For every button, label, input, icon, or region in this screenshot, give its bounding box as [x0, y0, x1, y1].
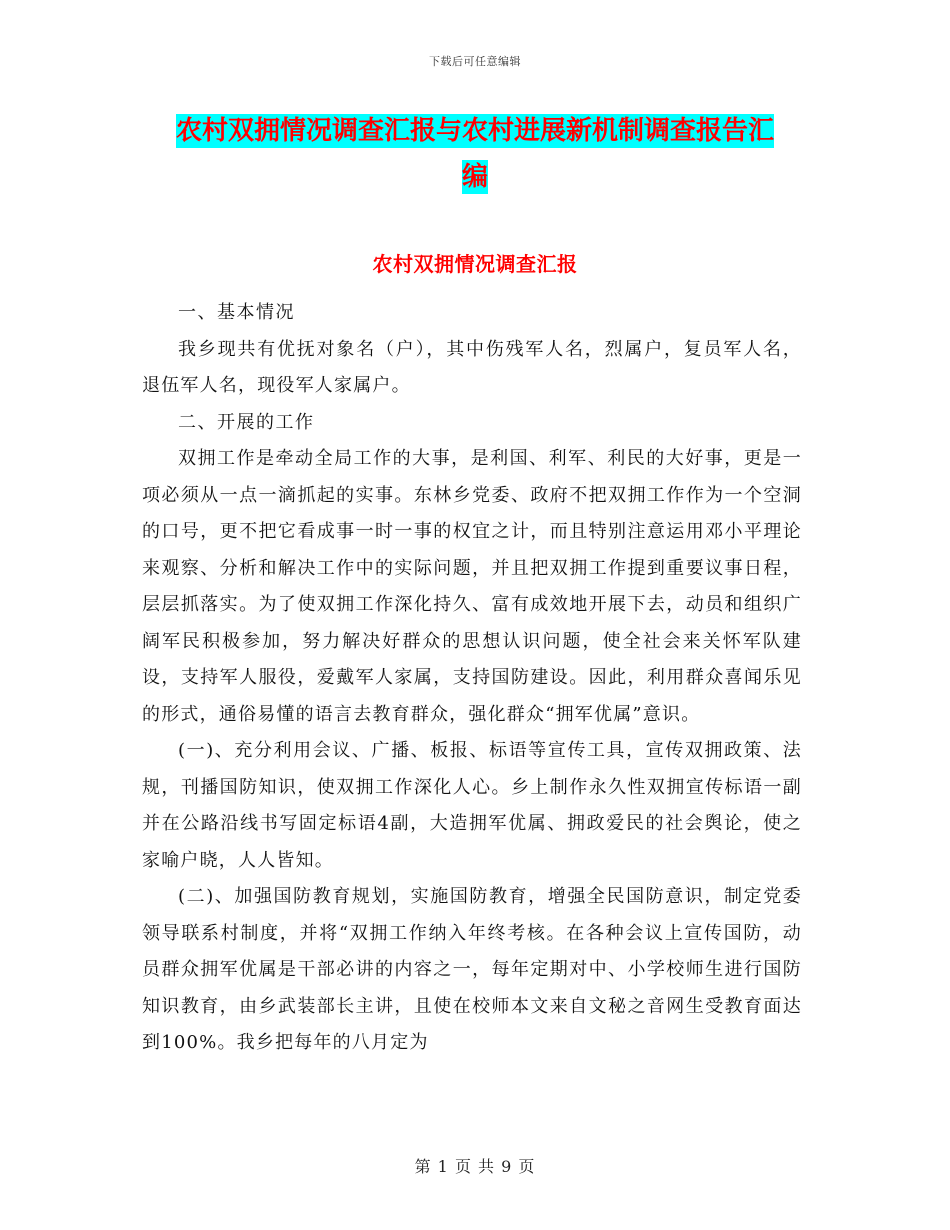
title-line-2: 编 — [461, 162, 488, 192]
document-body — [142, 295, 802, 1062]
header-note: 下载后可任意编辑 — [429, 55, 521, 68]
paragraph-item-2: (二)、加强国防教育规划，实施国防教育，增强全民国防意识，制定党委领导联系村制度，并将“双拥工作纳入年终考核。在各种会议上宣传国防，动员群众拥军优属是干部必讲的内容之一，每年定期对中、小学校师生进行国防知识教育，由乡武装部长主讲，且使在校师本文来自文秘之音网生受教育面达到100%。我乡把每年的八月定为 — [142, 886, 802, 1053]
section-heading-work: 二、开展的工作 — [178, 411, 315, 433]
section-heading-basic: 一、基本情况 — [178, 302, 295, 323]
document-title — [0, 108, 950, 200]
paragraph-work-overview: 双拥工作是牵动全局工作的大事，是利国、利军、利民的大好事，更是一项必须从一点一滴抓起的实事。东林乡党委、政府不把双拥工作作为一个空洞的口号，更不把它看成事一时一事的权宜之计，而且特别注意运用邓小平理论来观察、分析和解决工作中的实际问题，并且把双拥工作提到重要议事日程，层层抓落实。为了使双拥工作深化持久、富有成效地开展下去，动员和组织广阔军民积极参加，努力解决好群众的思想认识问题，使全社会来关怀军队建设，支持军人服役，爱戴军人家属，支持国防建设。因此，利用群众喜闻乐见的形式，通俗易懂的语言去教育群众，强化群众“拥军优属”意识。 — [142, 448, 802, 725]
paragraph-item-1: (一)、充分利用会议、广播、板报、标语等宣传工具，宣传双拥政策、法规，刊播国防知识，使双拥工作深化人心。乡上制作永久性双拥宣传标语一副并在公路沿线书写固定标语4副，大造拥军优属、拥政爱民的社会舆论，使之家喻户晓，人人皆知。 — [142, 740, 802, 871]
title-line-1: 农村双拥情况调查汇报与农村进展新机制调查报告汇 — [175, 116, 774, 146]
section-title: 农村双拥情况调查汇报 — [372, 252, 578, 276]
paragraph-basic-info: 我乡现共有优抚对象名（户），其中伤残军人名，烈属户，复员军人名，退伍军人名，现役军人家属户。 — [142, 338, 802, 396]
page-footer: 第 1 页 共 9 页 — [414, 1157, 536, 1176]
